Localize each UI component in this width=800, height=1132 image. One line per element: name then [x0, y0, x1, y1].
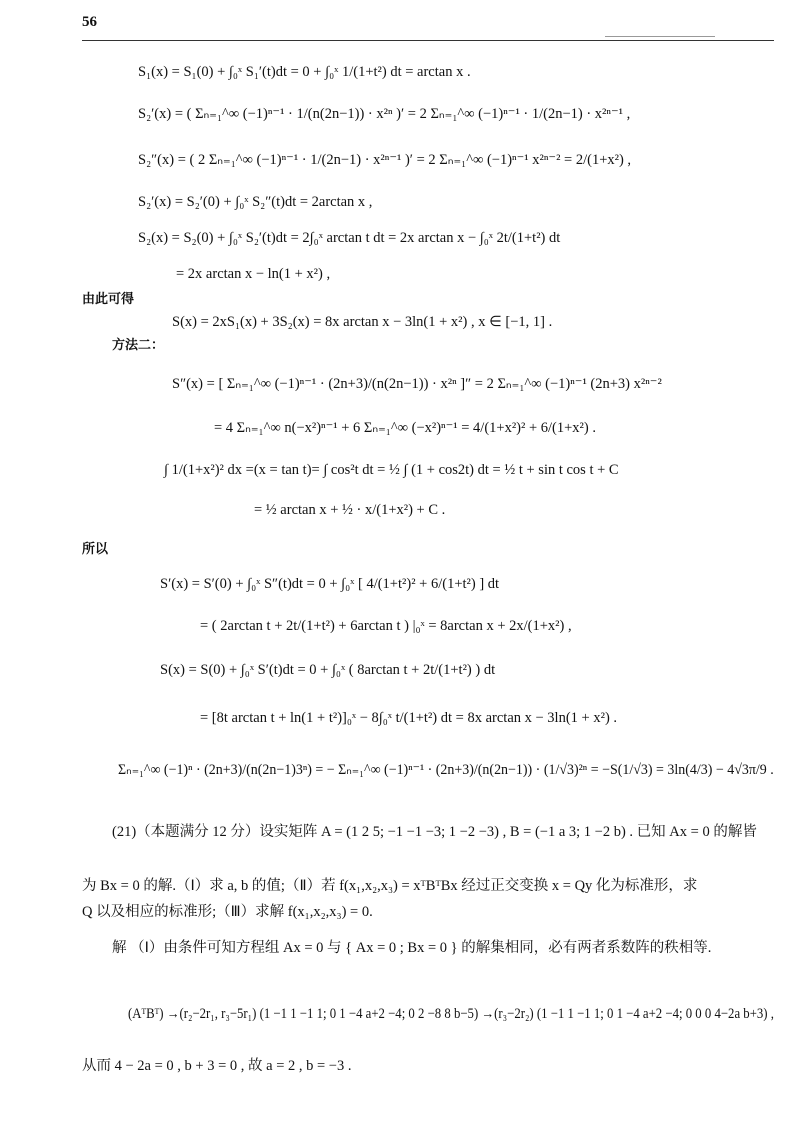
- math-line: (21)（本题满分 12 分）设实矩阵 A = (1 2 5; −1 −1 −3; 1 −2 −3) , B = (−1 a 3; 1 −2 b) . 已知 Ax = 0 的解皆: [112, 824, 757, 840]
- math-line: S″(x) = [ Σₙ₌₁^∞ (−1)ⁿ⁻¹ · (2n+3)/(n(2n−1)) · x²ⁿ ]″ = 2 Σₙ₌₁^∞ (−1)ⁿ⁻¹ (2n+3) x²ⁿ⁻²: [172, 376, 662, 392]
- math-line: = ½ arctan x + ½ · x/(1+x²) + C .: [254, 502, 446, 518]
- math-line: = 4 Σₙ₌₁^∞ n(−x²)ⁿ⁻¹ + 6 Σₙ₌₁^∞ (−x²)ⁿ⁻¹ = 4/(1+x²)² + 6/(1+x²) .: [214, 420, 596, 436]
- section-heading: 由此可得: [82, 292, 135, 307]
- page-number: 56: [82, 14, 97, 30]
- math-line: Σₙ₌₁^∞ (−1)ⁿ · (2n+3)/(n(2n−1)3ⁿ) = − Σₙ₌₁^∞ (−1)ⁿ⁻¹ · (2n+3)/(n(2n−1)) · (1/√3)²ⁿ = −S(1/√3) = 3ln(4/3) − 4√3π/9 .: [118, 762, 774, 778]
- math-line: S′(x) = S′(0) + ∫₀ˣ S″(t)dt = 0 + ∫₀ˣ [ 4/(1+t²)² + 6/(1+t²) ] dt: [160, 576, 500, 592]
- math-line: S₂′(x) = ( Σₙ₌₁^∞ (−1)ⁿ⁻¹ · 1/(n(2n−1)) · x²ⁿ )′ = 2 Σₙ₌₁^∞ (−1)ⁿ⁻¹ · 1/(2n−1) · x²ⁿ⁻¹ ,: [138, 106, 631, 122]
- math-line: 为 Bx = 0 的解.（Ⅰ）求 a, b 的值;（Ⅱ）若 f(x₁,x₂,x₃) = xᵀBᵀBx 经过正交变换 x = Qy 化为标准形，求: [82, 878, 698, 894]
- math-line: = 2x arctan x − ln(1 + x²) ,: [176, 266, 331, 282]
- math-line: S(x) = 2xS₁(x) + 3S₂(x) = 8x arctan x − 3ln(1 + x²) , x ∈ [−1, 1] .: [172, 314, 553, 330]
- header-rule: [82, 40, 774, 41]
- math-line: = ( 2arctan t + 2t/(1+t²) + 6arctan t ) |₀ˣ = 8arctan x + 2x/(1+x²) ,: [200, 618, 572, 634]
- math-line: (AᵀBᵀ) →(r₂−2r₁, r₃−5r₁) (1 −1 1 −1 1; 0 1 −4 a+2 −4; 0 2 −8 8 b−5) →(r₃−2r₂) (1 −1 1 −1 1; 0 1 −4 a+2 −4; 0 0 0 4−2a b+3) ,: [128, 1006, 774, 1022]
- math-line: 解 （Ⅰ）由条件可知方程组 Ax = 0 与 { Ax = 0 ; Bx = 0 } 的解集相同，必有两者系数阵的秩相等.: [112, 940, 712, 956]
- math-line: S₂(x) = S₂(0) + ∫₀ˣ S₂′(t)dt = 2∫₀ˣ arctan t dt = 2x arctan x − ∫₀ˣ 2t/(1+t²) dt: [138, 230, 561, 246]
- section-heading: 所以: [82, 542, 109, 557]
- header-rule-tail: [605, 36, 715, 37]
- math-line: S₂′(x) = S₂′(0) + ∫₀ˣ S₂″(t)dt = 2arctan x ,: [138, 194, 373, 210]
- math-line: S₂″(x) = ( 2 Σₙ₌₁^∞ (−1)ⁿ⁻¹ · 1/(2n−1) · x²ⁿ⁻¹ )′ = 2 Σₙ₌₁^∞ (−1)ⁿ⁻¹ x²ⁿ⁻² = 2/(1+x²) ,: [138, 152, 632, 168]
- section-heading: 方法二：: [112, 338, 165, 353]
- math-line: S(x) = S(0) + ∫₀ˣ S′(t)dt = 0 + ∫₀ˣ ( 8arctan t + 2t/(1+t²) ) dt: [160, 662, 496, 678]
- math-line: Q 以及相应的标准形;（Ⅲ）求解 f(x₁,x₂,x₃) = 0.: [82, 904, 373, 920]
- math-line: ∫ 1/(1+x²)² dx =(x = tan t)= ∫ cos²t dt = ½ ∫ (1 + cos2t) dt = ½ t + sin t cos t + C: [164, 462, 619, 478]
- math-line: = [8t arctan t + ln(1 + t²)]₀ˣ − 8∫₀ˣ t/(1+t²) dt = 8x arctan x − 3ln(1 + x²) .: [200, 710, 618, 726]
- math-line: 从而 4 − 2a = 0 , b + 3 = 0 , 故 a = 2 , b = −3 .: [82, 1058, 352, 1074]
- math-line: S₁(x) = S₁(0) + ∫₀ˣ S₁′(t)dt = 0 + ∫₀ˣ 1/(1+t²) dt = arctan x .: [138, 64, 471, 80]
